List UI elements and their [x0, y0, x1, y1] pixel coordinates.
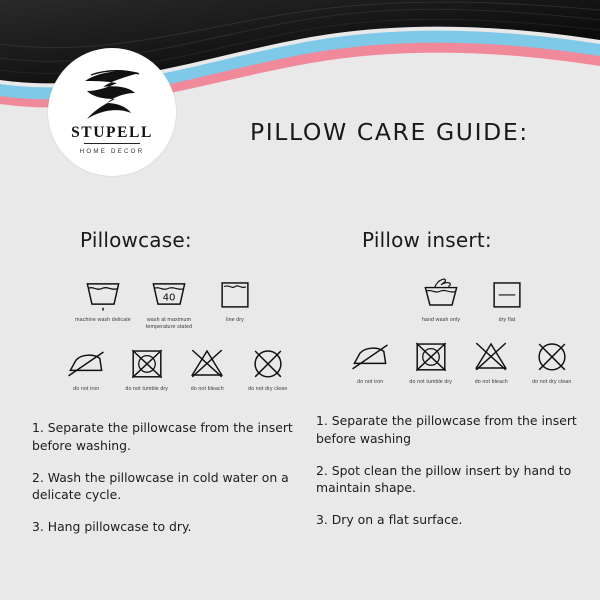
symbol-caption: do not iron [73, 386, 100, 393]
pillowcase-section [28, 228, 298, 549]
pillow-insert-section [312, 228, 582, 542]
do-not-tumble-dry-icon [408, 336, 454, 376]
symbol-line-dry [202, 274, 268, 324]
symbol-caption: do not bleach [190, 386, 224, 393]
hand-wash-only-icon [418, 274, 464, 314]
symbol-caption: hand wash only [421, 317, 461, 323]
brand-tagline: HOME DECOR [79, 148, 145, 156]
symbol-caption: do not tumble dry [125, 386, 169, 393]
pillowcase-symbol-row-2 [28, 343, 298, 393]
symbol-caption: machine wash delicate [75, 317, 131, 323]
svg-text:40: 40 [162, 292, 176, 304]
symbol-caption: do not dry clean [248, 386, 288, 393]
do-not-iron-icon [63, 343, 109, 383]
step-item: 3. Dry on a flat surface. [316, 511, 463, 527]
symbol-do-not-iron [340, 336, 401, 386]
symbol-caption: do not bleach [474, 379, 508, 386]
do-not-bleach-icon [468, 336, 514, 376]
do-not-iron-icon [347, 336, 393, 376]
wash-at-max-temperature-40-icon [146, 274, 192, 314]
brand-logo-badge [48, 48, 176, 176]
pillowcase-symbol-row-1 [28, 274, 298, 331]
pillow-insert-steps [312, 412, 582, 528]
step-item: 1. Separate the pillowcase from the insert before washing. [32, 420, 293, 454]
step-item: 2. Wash the pillowcase in cold water on a delicate cycle. [32, 469, 289, 503]
line-dry-icon [212, 274, 258, 314]
pillow-insert-symbol-row-1 [312, 274, 582, 324]
symbol-caption: do not dry clean [532, 379, 572, 386]
symbol-wash-max-temperature [136, 274, 202, 331]
do-not-dry-clean-icon [529, 336, 575, 376]
logo-divider [84, 143, 140, 144]
symbol-do-not-dry-clean [522, 336, 583, 386]
step-item: 2. Spot clean the pillow insert by hand to maintain shape. [316, 462, 572, 496]
symbol-caption: wash at maximum temperature stated [145, 317, 193, 331]
machine-wash-delicate-icon [80, 274, 126, 314]
symbol-do-not-bleach [461, 336, 522, 386]
symbol-do-not-bleach [177, 343, 238, 393]
symbol-do-not-tumble-dry [117, 343, 178, 393]
page-title: PILLOW CARE GUIDE: [250, 118, 529, 146]
symbol-do-not-dry-clean [238, 343, 299, 393]
step-item: 1. Separate the pillowcase from the insert before washing [316, 413, 577, 446]
symbol-hand-wash-only [408, 274, 474, 324]
symbol-machine-wash-delicate [70, 274, 136, 324]
pillowcase-section-title: Pillowcase: [80, 228, 192, 252]
symbol-do-not-iron [56, 343, 117, 393]
do-not-dry-clean-icon [245, 343, 291, 383]
pillow-insert-section-title: Pillow insert: [362, 228, 492, 252]
pillowcase-steps [28, 419, 298, 535]
do-not-tumble-dry-icon [124, 343, 170, 383]
symbol-do-not-tumble-dry [401, 336, 462, 386]
symbol-caption: dry flat [498, 317, 516, 323]
symbol-caption: do not tumble dry [409, 379, 453, 386]
brand-name: STUPELL [71, 123, 153, 141]
symbol-caption: do not iron [357, 379, 384, 386]
symbol-caption: line dry [226, 317, 244, 323]
pillow-insert-symbol-row-2 [312, 336, 582, 386]
symbol-dry-flat [474, 274, 540, 324]
step-item: 3. Hang pillowcase to dry. [32, 518, 192, 534]
stupell-swoosh-logo-icon [81, 69, 143, 121]
do-not-bleach-icon [184, 343, 230, 383]
dry-flat-icon [484, 274, 530, 314]
